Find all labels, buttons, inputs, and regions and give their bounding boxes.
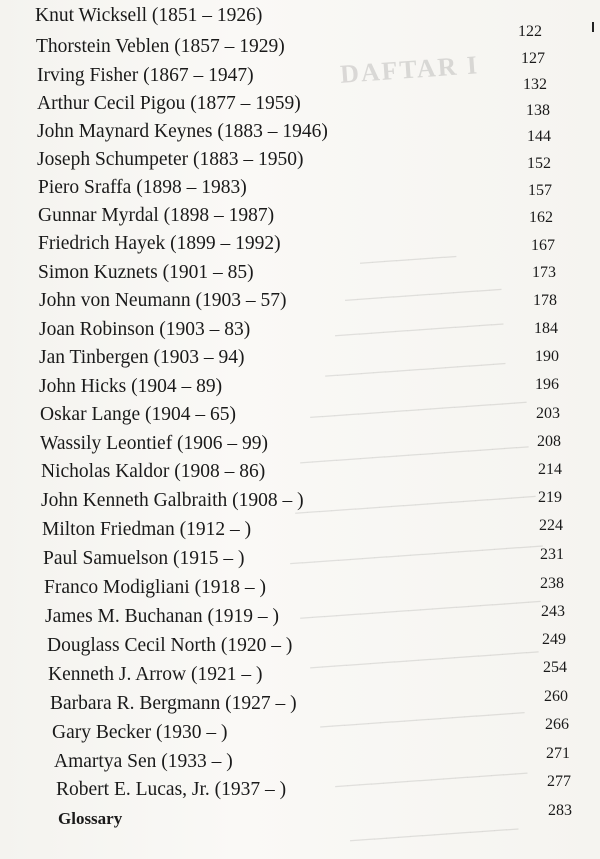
toc-entry-page: 224 xyxy=(539,517,563,534)
toc-entry-name: Franco Modigliani (1918 – ) xyxy=(44,577,267,598)
toc-entry-page: 162 xyxy=(529,209,553,226)
toc-entry-name: Friedrich Hayek (1899 – 1992) xyxy=(38,233,281,254)
toc-entry-page: 231 xyxy=(540,546,564,563)
page-edge-mark xyxy=(592,22,598,32)
toc-entry-name: John Maynard Keynes (1883 – 1946) xyxy=(37,121,328,142)
toc-entry-glossary: Glossary xyxy=(58,809,123,828)
toc-entry-name: John Hicks (1904 – 89) xyxy=(39,376,223,397)
toc-entry-page: 144 xyxy=(527,128,551,145)
bleed-through-text: ──────────────── xyxy=(334,763,529,796)
toc-entry-name: Nicholas Kaldor (1908 – 86) xyxy=(41,461,266,482)
toc-entry-page: 203 xyxy=(536,405,560,422)
toc-entry-page: 152 xyxy=(527,155,551,172)
toc-entry-name: Simon Kuznets (1901 – 85) xyxy=(38,262,254,283)
toc-entry-page: 178 xyxy=(533,292,557,309)
bleed-through-text: ────────────── xyxy=(334,314,505,345)
bleed-through-text: ───────────────────── xyxy=(289,536,544,573)
toc-entry-name: Knut Wicksell (1851 – 1926) xyxy=(35,5,263,26)
toc-entry-page: 190 xyxy=(535,348,559,365)
toc-entry-page: 127 xyxy=(521,50,545,67)
toc-entry-name: John von Neumann (1903 – 57) xyxy=(39,290,287,311)
toc-entry-page: 283 xyxy=(548,802,572,819)
toc-entry-page: 219 xyxy=(538,489,562,506)
bleed-through-text: ────────────────── xyxy=(309,392,528,427)
toc-entry-page: 167 xyxy=(531,237,555,254)
toc-entry-page: 157 xyxy=(528,182,552,199)
toc-entry-page: 249 xyxy=(542,631,566,648)
toc-entry-page: 254 xyxy=(543,659,567,676)
toc-entry-name: Piero Sraffa (1898 – 1983) xyxy=(38,177,247,198)
toc-entry-page: 260 xyxy=(544,688,568,705)
toc-entry-page: 173 xyxy=(532,264,556,281)
toc-entry-name: Gunnar Myrdal (1898 – 1987) xyxy=(38,205,275,226)
toc-entry-page: 266 xyxy=(545,716,569,733)
toc-entry-page: 238 xyxy=(540,575,564,592)
toc-entry-page: 277 xyxy=(547,773,571,790)
toc-entry-name: Joan Robinson (1903 – 83) xyxy=(39,319,251,340)
bleed-through-text: ───────────────── xyxy=(319,702,526,737)
bleed-through-text: ──────────────────── xyxy=(299,591,542,628)
toc-entry-name: Kenneth J. Arrow (1921 – ) xyxy=(48,664,263,685)
bleed-through-text: ─────────────────── xyxy=(299,437,530,472)
toc-entry-name: Amartya Sen (1933 – ) xyxy=(54,751,233,772)
toc-entry-name: Milton Friedman (1912 – ) xyxy=(42,519,252,540)
toc-entry-name: John Kenneth Galbraith (1908 – ) xyxy=(41,490,304,511)
toc-entry-name: Oskar Lange (1904 – 65) xyxy=(40,404,237,425)
bleed-through-text: ─────────────────── xyxy=(309,642,540,677)
toc-entry-name: Joseph Schumpeter (1883 – 1950) xyxy=(37,149,304,170)
toc-entry-page: 243 xyxy=(541,603,565,620)
toc-entry-name: Irving Fisher (1867 – 1947) xyxy=(37,65,254,86)
bleed-through-text: ──────── xyxy=(359,246,457,273)
bleed-through-text: ────────────── xyxy=(349,819,520,850)
bleed-through-text: ─────────────── xyxy=(324,353,507,386)
toc-entry-name: Arthur Cecil Pigou (1877 – 1959) xyxy=(37,93,301,114)
toc-entry-name: Wassily Leontief (1906 – 99) xyxy=(40,433,269,454)
toc-entry-name: Jan Tinbergen (1903 – 94) xyxy=(39,347,245,368)
toc-entry-page: 208 xyxy=(537,433,561,450)
bleed-through-text: ───────────── xyxy=(344,279,503,310)
toc-entry-name: Barbara R. Bergmann (1927 – ) xyxy=(50,693,297,714)
toc-entry-page: 214 xyxy=(538,461,562,478)
toc-entry-name: Thorstein Veblen (1857 – 1929) xyxy=(36,36,285,57)
toc-entry-page: 122 xyxy=(518,23,542,40)
bleed-through-text: ──────────────────── xyxy=(294,486,537,523)
toc-entry-page: 184 xyxy=(534,320,558,337)
toc-entry-name: Paul Samuelson (1915 – ) xyxy=(43,548,245,569)
toc-entry-page: 132 xyxy=(523,76,547,93)
toc-entry-page: 138 xyxy=(526,102,550,119)
toc-entry-name: Robert E. Lucas, Jr. (1937 – ) xyxy=(56,779,287,800)
toc-entry-page: 196 xyxy=(535,376,559,393)
bleed-through-heading: DAFTAR I xyxy=(339,50,480,89)
toc-entry-name: Douglass Cecil North (1920 – ) xyxy=(47,635,293,656)
toc-entry-name: James M. Buchanan (1919 – ) xyxy=(45,606,279,627)
toc-entry-page: 271 xyxy=(546,745,570,762)
toc-entry-name: Gary Becker (1930 – ) xyxy=(52,722,228,743)
